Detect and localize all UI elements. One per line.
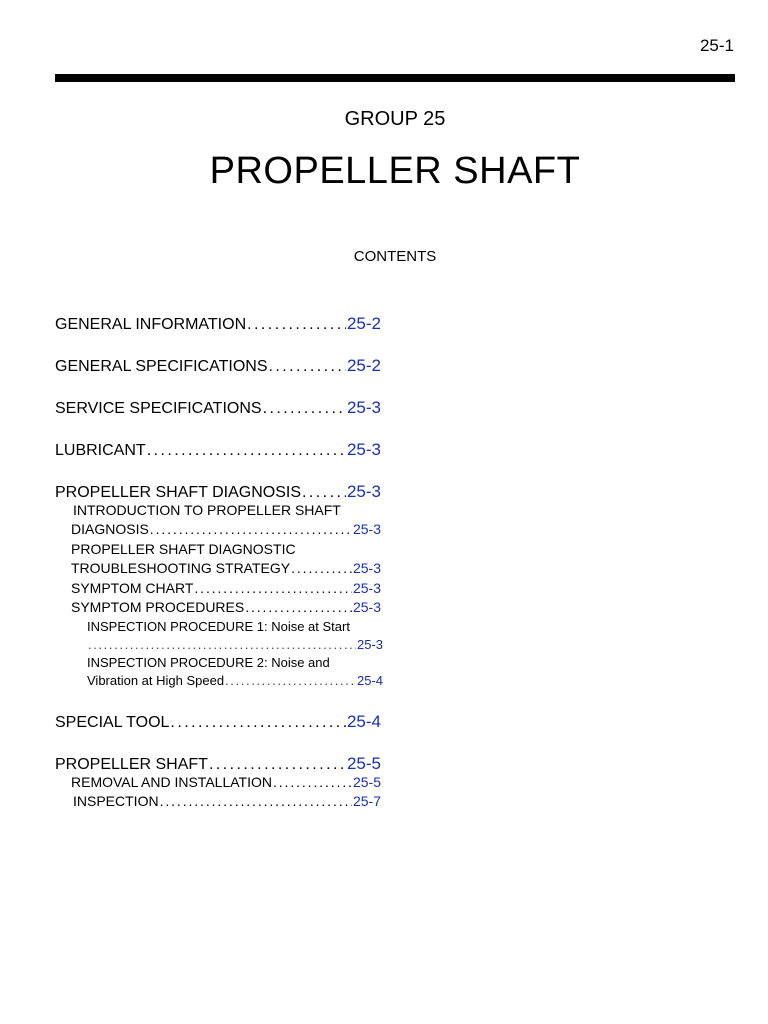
toc-entry-label: GENERAL INFORMATION [55, 316, 247, 333]
leader-dots [147, 442, 346, 460]
toc-entry-label: INSPECTION [73, 793, 159, 809]
toc-entry-label: Vibration at High Speed [87, 673, 225, 688]
toc-subentry-intro[interactable] [71, 521, 381, 537]
toc-page-link[interactable]: 25-5 [346, 754, 381, 773]
toc-subentry-strategy-line1: PROPELLER SHAFT DIAGNOSTIC [71, 541, 296, 557]
toc-page-link[interactable]: 25-7 [352, 793, 381, 809]
toc-entry-label: SERVICE SPECIFICATIONS [55, 400, 262, 417]
page-title: PROPELLER SHAFT [209, 150, 581, 192]
toc-entry-label: PROPELLER SHAFT [55, 756, 208, 773]
leader-dots [247, 316, 346, 334]
leader-dots [150, 521, 352, 537]
leader-dots [209, 756, 346, 774]
page-number: 25-1 [699, 36, 734, 55]
leader-dots [160, 793, 352, 809]
toc-subentry-symptom-procedures[interactable] [71, 599, 381, 615]
toc-entry-label: SPECIAL TOOL [55, 714, 170, 731]
leader-dots [194, 580, 352, 596]
toc-subentry-intro-line1: INTRODUCTION TO PROPELLER SHAFT [73, 502, 341, 518]
toc-page-link[interactable]: 25-3 [346, 482, 381, 501]
toc-page-link[interactable]: 25-4 [346, 712, 381, 731]
toc-entry-general-information[interactable] [55, 314, 381, 334]
toc-entry-label: DIAGNOSIS [71, 521, 149, 537]
toc-page-link[interactable]: 25-4 [356, 673, 383, 688]
toc-entry-label: LUBRICANT [55, 442, 146, 459]
leader-dots [302, 484, 346, 502]
toc-subentry-proc2[interactable] [87, 673, 383, 688]
toc-page-link[interactable]: 25-3 [352, 580, 381, 596]
toc-entry-propeller-shaft[interactable] [55, 754, 381, 774]
leader-dots [291, 560, 352, 576]
toc-entry-special-tool[interactable] [55, 712, 381, 732]
contents-heading: CONTENTS [353, 248, 437, 265]
leader-dots [88, 637, 356, 652]
toc-subentry-strategy[interactable] [71, 560, 381, 576]
toc-entry-label: PROPELLER SHAFT DIAGNOSIS [55, 484, 301, 501]
toc-entry-service-specifications[interactable] [55, 398, 381, 418]
leader-dots [268, 358, 345, 376]
toc-page-link[interactable]: 25-2 [346, 356, 381, 375]
toc-page-link[interactable]: 25-3 [346, 440, 381, 459]
toc-entry-general-specifications[interactable] [55, 356, 381, 376]
leader-dots [273, 774, 352, 790]
toc-page-link[interactable]: 25-3 [352, 560, 381, 576]
toc-subentry-proc1-line1: INSPECTION PROCEDURE 1: Noise at Start [87, 619, 350, 634]
toc-subentry-proc2-line1: INSPECTION PROCEDURE 2: Noise and [87, 655, 330, 670]
toc-entry-label: GENERAL SPECIFICATIONS [55, 358, 268, 375]
toc-page-link[interactable]: 25-2 [346, 314, 381, 333]
toc-page-link[interactable]: 25-3 [352, 599, 381, 615]
toc-subentry-proc1[interactable] [87, 637, 383, 652]
leader-dots [245, 599, 352, 615]
toc-entry-label: SYMPTOM CHART [71, 580, 194, 596]
toc-page-link[interactable]: 25-5 [352, 774, 381, 790]
toc-page-link[interactable]: 25-3 [352, 521, 381, 537]
toc-subentry-symptom-chart[interactable] [71, 580, 381, 596]
group-label: GROUP 25 [344, 108, 446, 130]
toc-page-link[interactable]: 25-3 [346, 398, 381, 417]
toc-entry-label: REMOVAL AND INSTALLATION [71, 774, 272, 790]
toc-subentry-inspection[interactable] [73, 793, 381, 809]
toc-entry-label: SYMPTOM PROCEDURES [71, 599, 245, 615]
toc-entry-diagnosis[interactable] [55, 482, 381, 502]
toc-subentry-removal[interactable] [71, 774, 381, 790]
leader-dots [170, 714, 346, 732]
toc-entry-lubricant[interactable] [55, 440, 381, 460]
leader-dots [263, 400, 346, 418]
toc-page-link[interactable]: 25-3 [356, 637, 383, 652]
header-rule [55, 74, 735, 82]
toc-entry-label: TROUBLESHOOTING STRATEGY [71, 560, 291, 576]
leader-dots [225, 673, 356, 688]
